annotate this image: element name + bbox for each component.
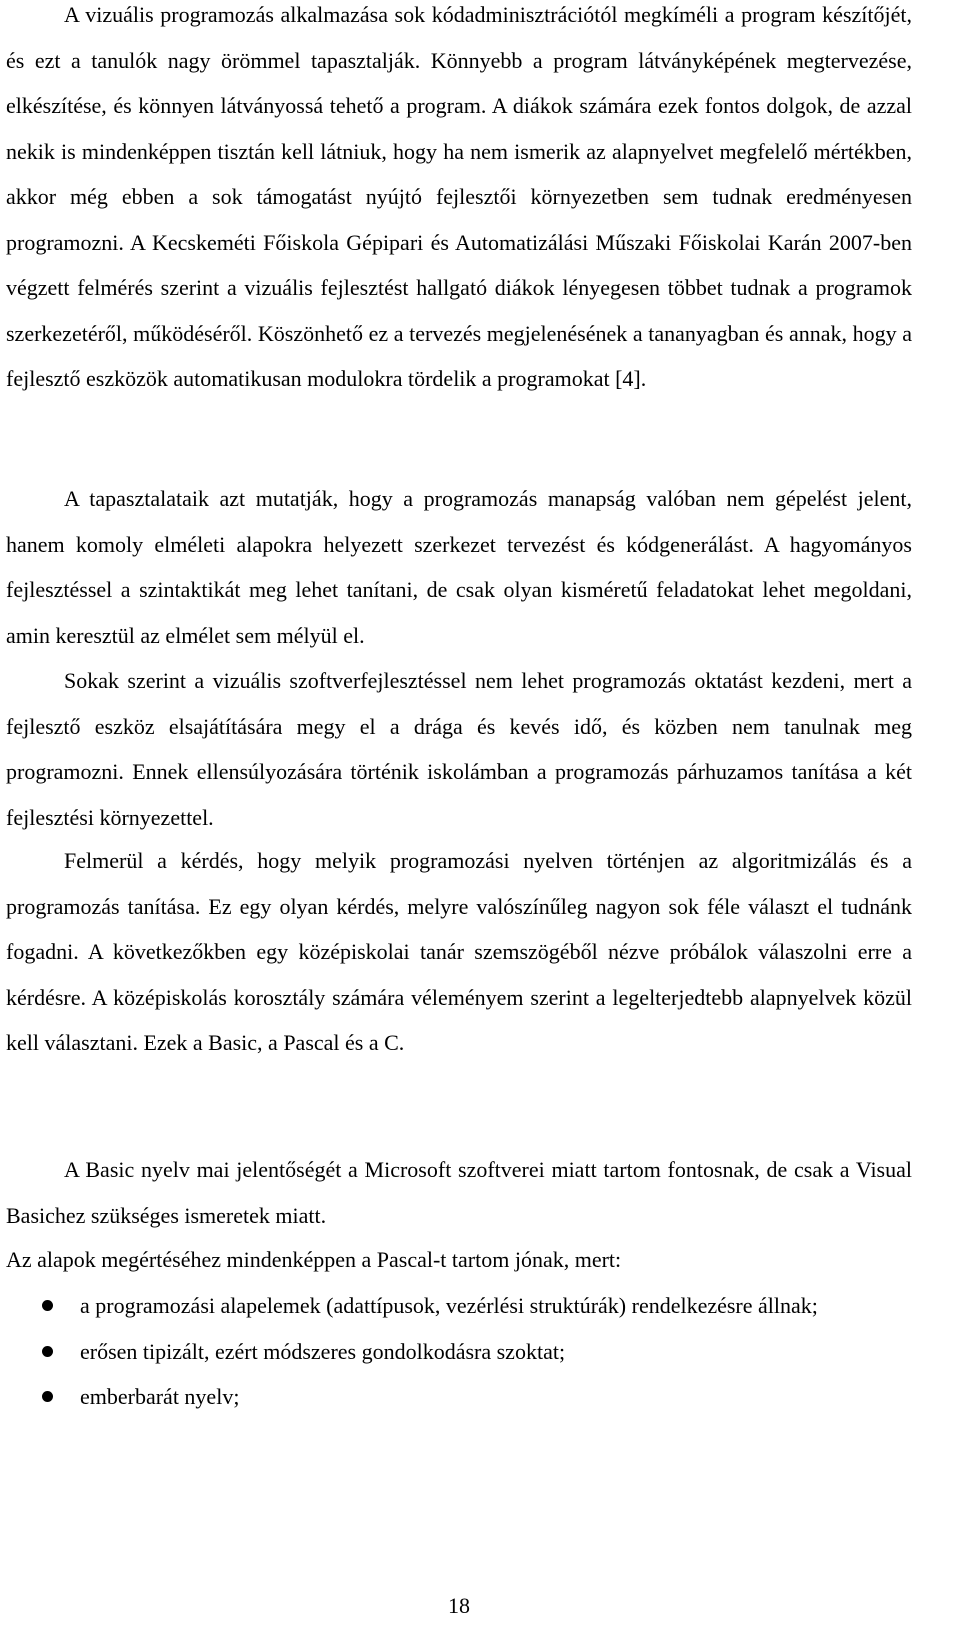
list-item [0,1329,912,1375]
paragraph-basic: A Basic nyelv mai jelentőségét a Microsoft szoftverei miatt tartom fontosnak, de csak a Visual Basichez szükséges ismeretek miatt. [6,1157,912,1228]
paragraph-experiences: A tapasztalataik azt mutatják, hogy a programozás manapság valóban nem gépelést jelent, hanem komoly elméleti alapokra helyezett szerkezet tervezést és kódgenerálást. A hagyományos fejlesztéssel a szintaktikát meg lehet tanítani, de csak olyan kisméretű feladatokat lehet megoldani, amin keresztül az elmélet sem mélyül el. [6,486,912,648]
bullet-icon [42,1346,53,1357]
paragraph-visual-programming: A vizuális programozás alkalmazása sok kódadminisztrációtól megkíméli a program készítőjét, és ezt a tanulók nagy örömmel tapasztalják. Könnyebb a program látványképének megtervezése, elkészítése, és könnyen látványossá tehető a program. A diákok számára ezek fontos dolgok, de azzal nekik is mindenképpen tisztán kell látniuk, hogy ha nem ismerik az alapnyelvet megfelelő mértékben, akkor még ebben a sok támogatást nyújtó fejlesztői környezetben sem tudnak eredményesen programozni. A Kecskeméti Főiskola Gépipari és Automatizálási Műszaki Főiskolai Karán 2007-ben végzett felmérés szerint a vizuális fejlesztést hallgató diákok lényegesen többet tudnak a programok szerkezetéről, működéséről. Köszönhető ez a tervezés megjelenésének a tananyagban és annak, hogy a fejlesztő eszközök automatikusan modulokra tördelik a programokat [4]. [6,2,912,391]
paragraph-parallel-teaching: Sokak szerint a vizuális szoftverfejlesztéssel nem lehet programozás oktatást kezdeni, mert a fejlesztő eszköz elsajátítására megy el a drága és kevés idő, és közben nem tanulnak meg programozni. Ennek ellensúlyozására történik iskolámban a programozás párhuzamos tanítása a két fejlesztési környezettel. [6,668,912,830]
bullet-icon [42,1391,53,1402]
paragraph-language-choice: Felmerül a kérdés, hogy melyik programozási nyelven történjen az algoritmizálás és a programozás tanítása. Ez egy olyan kérdés, melyre valószínűleg nagyon sok féle választ el tudnánk fogadni. A következőkben egy középiskolai tanár szemszögéből nézve próbálok válaszolni erre a kérdésre. A középiskolás korosztály számára véleményem szerint a legelterjedtebb alapnyelvek közül kell választani. Ezek a Basic, a Pascal és a C. [6,848,912,1055]
list-item-text: erősen tipizált, ezért módszeres gondolkodásra szoktat; [80,1338,566,1364]
list-item-text: a programozási alapelemek (adattípusok, vezérlési struktúrák) rendelkezésre állnak; [80,1293,818,1318]
list-item [0,1283,912,1329]
bullet-icon [42,1300,53,1311]
paragraph-pascal-intro: Az alapok megértéséhez mindenképpen a Pascal-t tartom jónak, mert: [6,1247,622,1272]
list-item-text: emberbarát nyelv; [80,1384,240,1409]
page-number: 18 [448,1593,470,1618]
list-item [0,1374,912,1420]
pascal-reasons-list [0,1283,912,1420]
